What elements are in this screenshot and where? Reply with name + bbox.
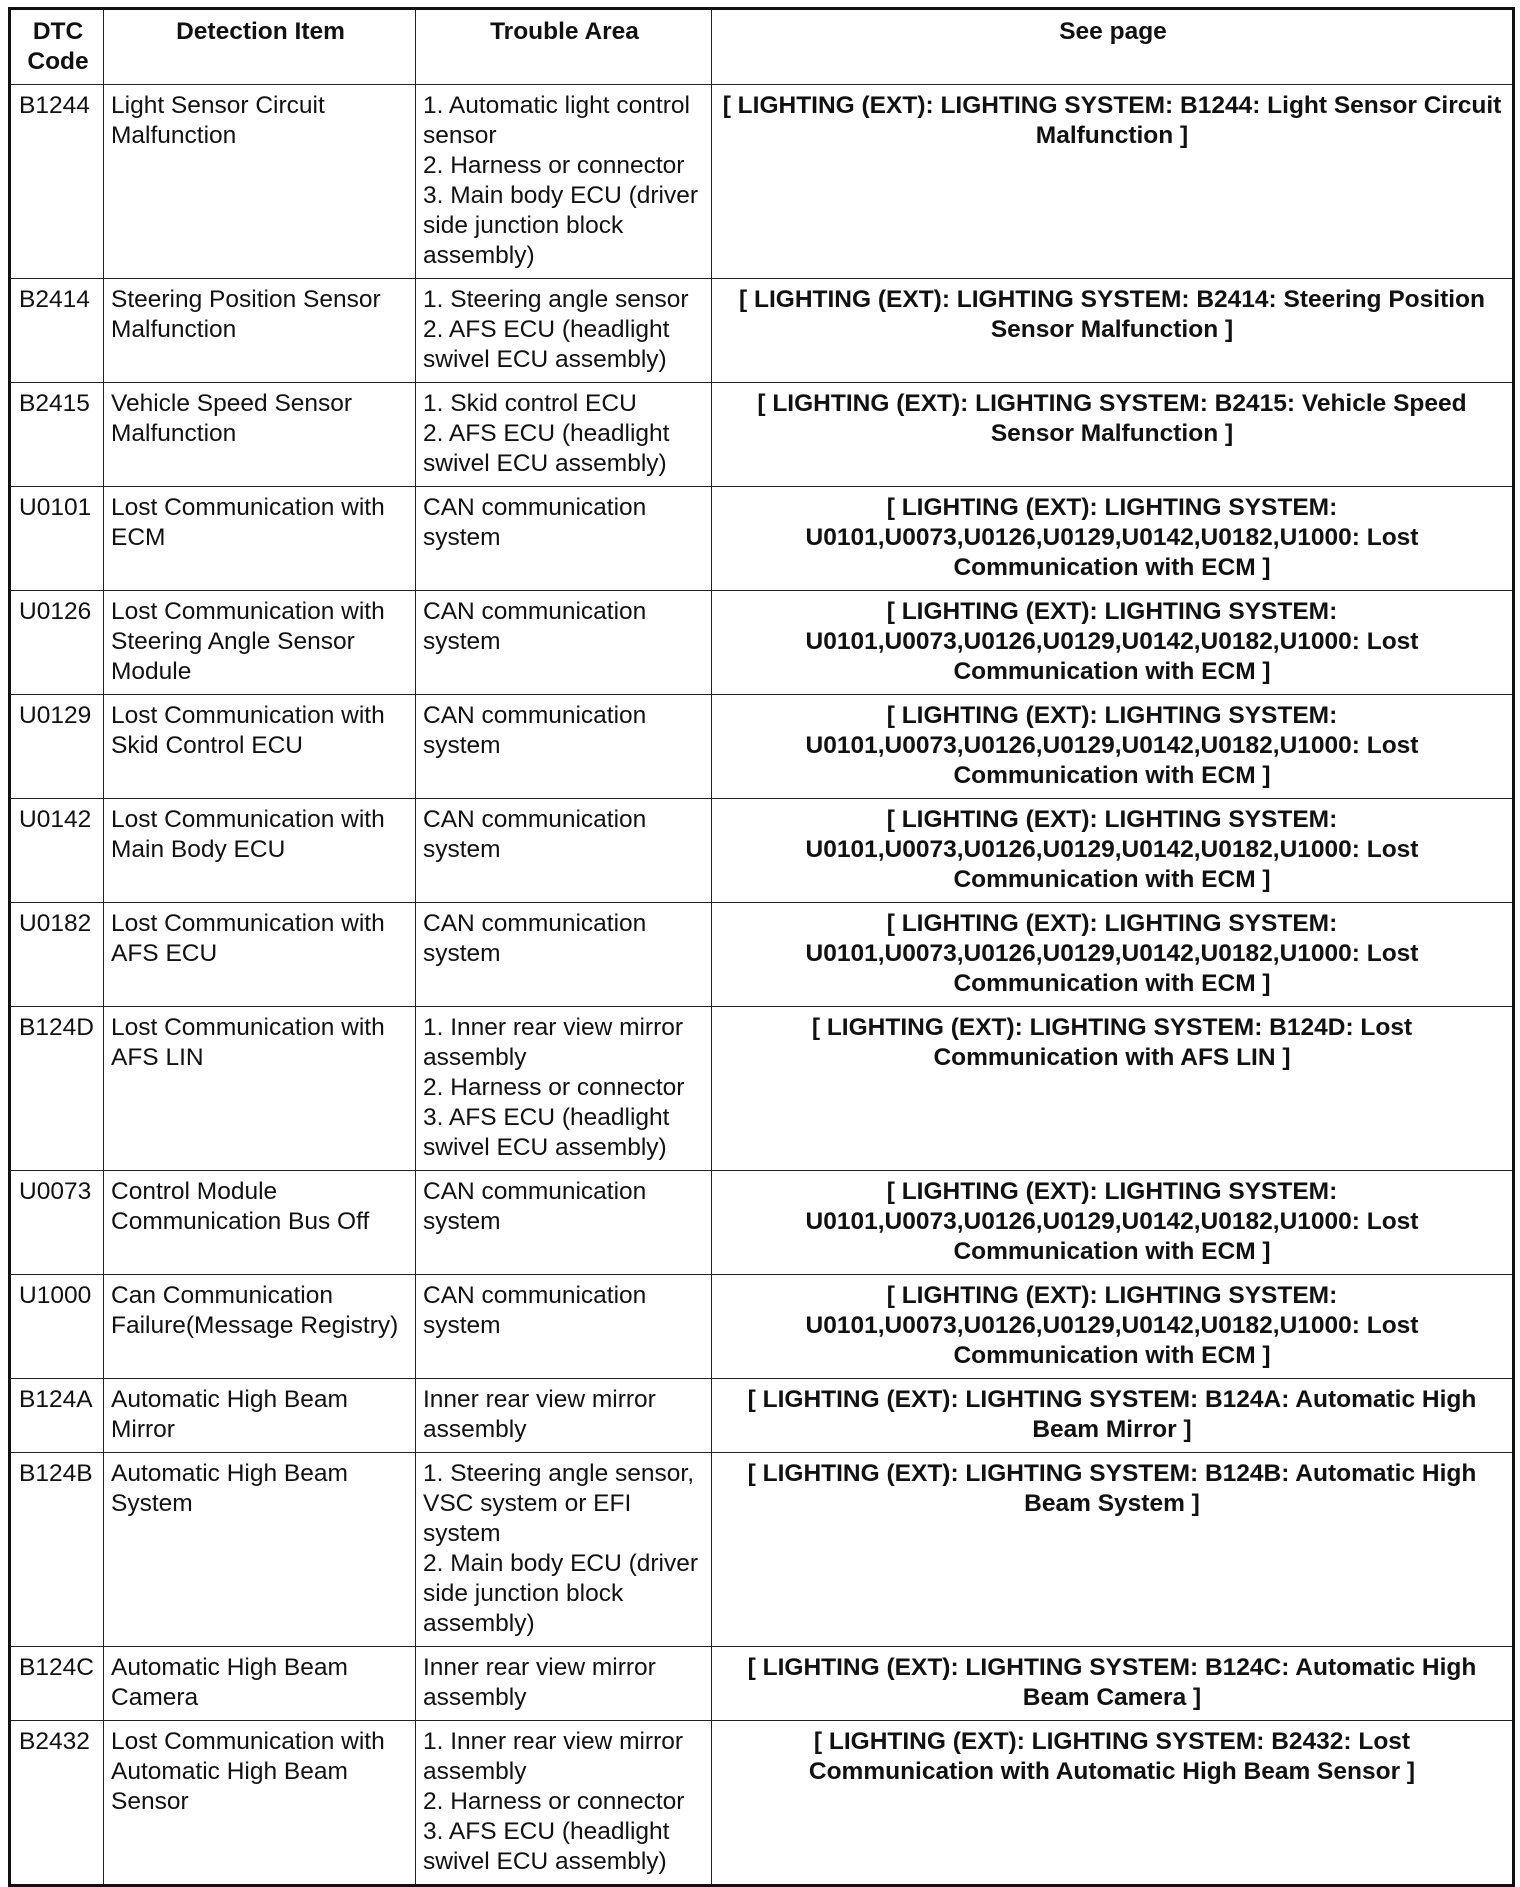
trouble-area-cell [416, 1453, 712, 1647]
header-trouble-area: Trouble Area [416, 9, 712, 85]
dtc-code-cell: U0129 [10, 695, 104, 799]
table-row [10, 487, 1514, 591]
table-row [10, 695, 1514, 799]
detection-item-cell: Lost Communication with Automatic High Beam Sensor [104, 1721, 416, 1886]
trouble-area-cell [416, 1379, 712, 1453]
trouble-area-line: CAN communication system [423, 806, 647, 863]
trouble-area-line: CAN communication system [423, 702, 647, 759]
see-page-link[interactable]: [ LIGHTING (EXT): LIGHTING SYSTEM: U0101,U0073,U0126,U0129,U0142,U0182,U1000: Lost Communication with ECM ] [712, 591, 1514, 695]
table-row [10, 1007, 1514, 1171]
trouble-area-cell [416, 279, 712, 383]
trouble-area-line: 3. AFS ECU (headlight swivel ECU assembly) [423, 1104, 670, 1161]
trouble-area-line: 1. Steering angle sensor, VSC system or EFI system [423, 1460, 695, 1547]
trouble-area-line: 2. AFS ECU (headlight swivel ECU assembly) [423, 420, 670, 477]
dtc-code-cell: B124D [10, 1007, 104, 1171]
dtc-code-cell: B124C [10, 1647, 104, 1721]
table-row [10, 85, 1514, 279]
detection-item-cell: Lost Communication with AFS ECU [104, 903, 416, 1007]
trouble-area-line: 1. Inner rear view mirror assembly [423, 1014, 684, 1071]
table-row [10, 383, 1514, 487]
table-row [10, 1379, 1514, 1453]
see-page-link[interactable]: [ LIGHTING (EXT): LIGHTING SYSTEM: B124B: Automatic High Beam System ] [712, 1453, 1514, 1647]
see-page-link[interactable]: [ LIGHTING (EXT): LIGHTING SYSTEM: U0101,U0073,U0126,U0129,U0142,U0182,U1000: Lost Communication with ECM ] [712, 1171, 1514, 1275]
table-row [10, 279, 1514, 383]
table-header-row [10, 9, 1514, 85]
table-row [10, 1647, 1514, 1721]
trouble-area-line: 2. AFS ECU (headlight swivel ECU assembly) [423, 316, 670, 373]
dtc-code-cell: U0142 [10, 799, 104, 903]
table-body [10, 85, 1514, 1886]
table-row [10, 1453, 1514, 1647]
trouble-area-cell [416, 591, 712, 695]
trouble-area-cell [416, 487, 712, 591]
trouble-area-cell [416, 1275, 712, 1379]
trouble-area-line: 3. Main body ECU (driver side junction block assembly) [423, 182, 699, 269]
trouble-area-line: Inner rear view mirror assembly [423, 1654, 656, 1711]
table-row [10, 799, 1514, 903]
trouble-area-line: CAN communication system [423, 1282, 647, 1339]
header-dtc-code: DTC Code [10, 9, 104, 85]
trouble-area-line: 1. Inner rear view mirror assembly [423, 1728, 684, 1785]
trouble-area-line: 1. Steering angle sensor [423, 286, 689, 313]
see-page-link[interactable]: [ LIGHTING (EXT): LIGHTING SYSTEM: B124D: Lost Communication with AFS LIN ] [712, 1007, 1514, 1171]
trouble-area-line: 2. Harness or connector [423, 1788, 685, 1815]
trouble-area-line: CAN communication system [423, 494, 647, 551]
detection-item-cell: Automatic High Beam Mirror [104, 1379, 416, 1453]
see-page-link[interactable]: [ LIGHTING (EXT): LIGHTING SYSTEM: B2415: Vehicle Speed Sensor Malfunction ] [712, 383, 1514, 487]
header-see-page: See page [712, 9, 1514, 85]
see-page-link[interactable]: [ LIGHTING (EXT): LIGHTING SYSTEM: U0101,U0073,U0126,U0129,U0142,U0182,U1000: Lost Communication with ECM ] [712, 487, 1514, 591]
see-page-link[interactable]: [ LIGHTING (EXT): LIGHTING SYSTEM: U0101,U0073,U0126,U0129,U0142,U0182,U1000: Lost Communication with ECM ] [712, 799, 1514, 903]
detection-item-cell: Lost Communication with ECM [104, 487, 416, 591]
trouble-area-cell [416, 1007, 712, 1171]
detection-item-cell: Control Module Communication Bus Off [104, 1171, 416, 1275]
dtc-code-cell: B124A [10, 1379, 104, 1453]
detection-item-cell: Can Communication Failure(Message Registry) [104, 1275, 416, 1379]
trouble-area-line: 1. Skid control ECU [423, 390, 637, 417]
see-page-link[interactable]: [ LIGHTING (EXT): LIGHTING SYSTEM: B124A: Automatic High Beam Mirror ] [712, 1379, 1514, 1453]
header-detection-item: Detection Item [104, 9, 416, 85]
trouble-area-cell [416, 1647, 712, 1721]
dtc-code-cell: U0182 [10, 903, 104, 1007]
dtc-code-cell: U0101 [10, 487, 104, 591]
table-row [10, 1275, 1514, 1379]
see-page-link[interactable]: [ LIGHTING (EXT): LIGHTING SYSTEM: B2414: Steering Position Sensor Malfunction ] [712, 279, 1514, 383]
trouble-area-cell [416, 1171, 712, 1275]
table-row [10, 591, 1514, 695]
see-page-link[interactable]: [ LIGHTING (EXT): LIGHTING SYSTEM: B2432: Lost Communication with Automatic High Beam Sensor ] [712, 1721, 1514, 1886]
table-row [10, 1721, 1514, 1886]
detection-item-cell: Automatic High Beam System [104, 1453, 416, 1647]
trouble-area-line: 2. Harness or connector [423, 1074, 685, 1101]
dtc-table [8, 7, 1515, 1887]
trouble-area-cell [416, 903, 712, 1007]
dtc-code-cell: B124B [10, 1453, 104, 1647]
trouble-area-line: CAN communication system [423, 1178, 647, 1235]
trouble-area-cell [416, 799, 712, 903]
trouble-area-cell [416, 85, 712, 279]
see-page-link[interactable]: [ LIGHTING (EXT): LIGHTING SYSTEM: U0101,U0073,U0126,U0129,U0142,U0182,U1000: Lost Communication with ECM ] [712, 1275, 1514, 1379]
detection-item-cell: Lost Communication with Skid Control ECU [104, 695, 416, 799]
trouble-area-cell [416, 695, 712, 799]
dtc-code-cell: U0073 [10, 1171, 104, 1275]
detection-item-cell: Automatic High Beam Camera [104, 1647, 416, 1721]
dtc-code-cell: U1000 [10, 1275, 104, 1379]
trouble-area-line: 2. Harness or connector [423, 152, 685, 179]
trouble-area-cell [416, 1721, 712, 1886]
dtc-code-cell: B2414 [10, 279, 104, 383]
trouble-area-line: 2. Main body ECU (driver side junction block assembly) [423, 1550, 699, 1637]
dtc-code-cell: U0126 [10, 591, 104, 695]
trouble-area-line: Inner rear view mirror assembly [423, 1386, 656, 1443]
table-row [10, 1171, 1514, 1275]
detection-item-cell: Lost Communication with Steering Angle Sensor Module [104, 591, 416, 695]
dtc-code-cell: B2415 [10, 383, 104, 487]
detection-item-cell: Lost Communication with Main Body ECU [104, 799, 416, 903]
table-row [10, 903, 1514, 1007]
detection-item-cell: Lost Communication with AFS LIN [104, 1007, 416, 1171]
detection-item-cell: Light Sensor Circuit Malfunction [104, 85, 416, 279]
trouble-area-line: 3. AFS ECU (headlight swivel ECU assembly) [423, 1818, 670, 1875]
trouble-area-line: CAN communication system [423, 598, 647, 655]
trouble-area-cell [416, 383, 712, 487]
dtc-code-cell: B1244 [10, 85, 104, 279]
dtc-code-cell: B2432 [10, 1721, 104, 1886]
see-page-link[interactable]: [ LIGHTING (EXT): LIGHTING SYSTEM: U0101,U0073,U0126,U0129,U0142,U0182,U1000: Lost Communication with ECM ] [712, 695, 1514, 799]
detection-item-cell: Vehicle Speed Sensor Malfunction [104, 383, 416, 487]
detection-item-cell: Steering Position Sensor Malfunction [104, 279, 416, 383]
trouble-area-line: CAN communication system [423, 910, 647, 967]
trouble-area-line: 1. Automatic light control sensor [423, 92, 690, 149]
see-page-link[interactable]: [ LIGHTING (EXT): LIGHTING SYSTEM: U0101,U0073,U0126,U0129,U0142,U0182,U1000: Lost Communication with ECM ] [712, 903, 1514, 1007]
see-page-link[interactable]: [ LIGHTING (EXT): LIGHTING SYSTEM: B124C: Automatic High Beam Camera ] [712, 1647, 1514, 1721]
see-page-link[interactable]: [ LIGHTING (EXT): LIGHTING SYSTEM: B1244: Light Sensor Circuit Malfunction ] [712, 85, 1514, 279]
